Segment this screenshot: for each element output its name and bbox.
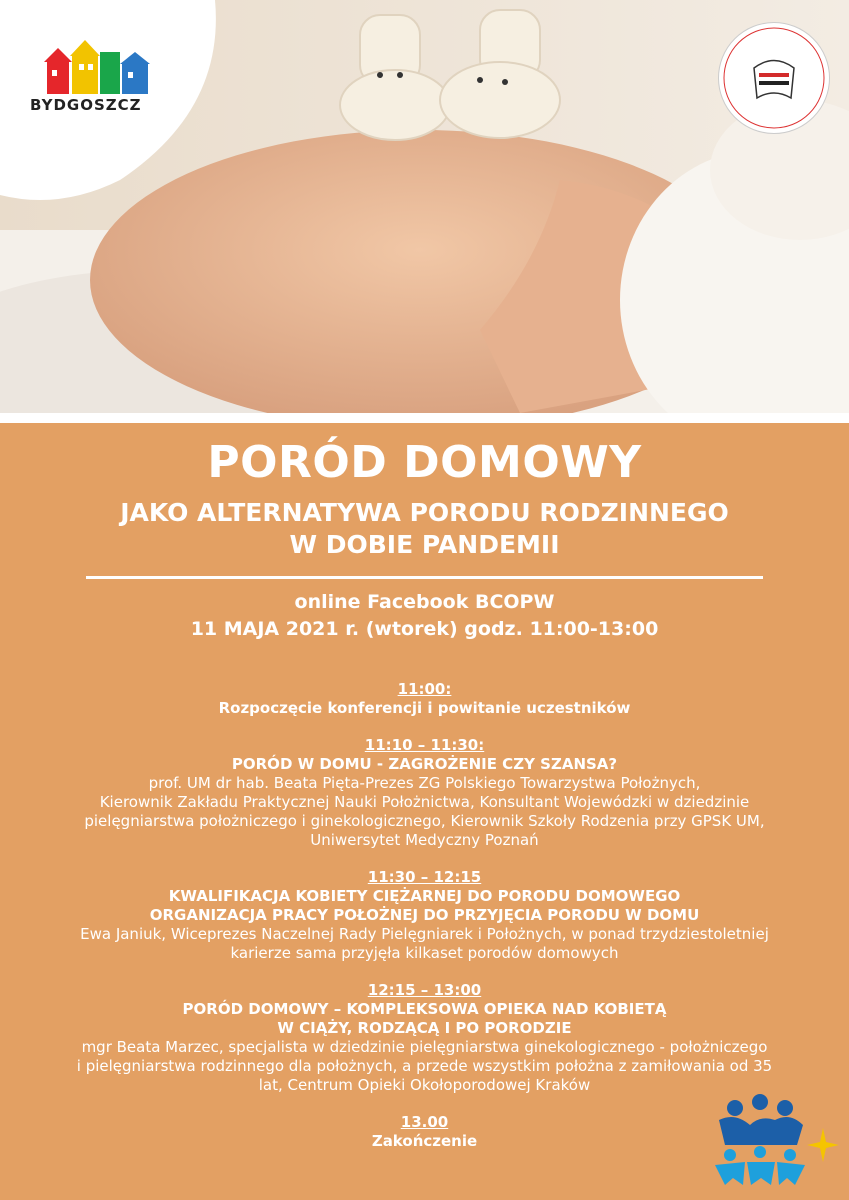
nurses-chamber-logo [718,22,830,134]
agenda-heading: PORÓD DOMOWY – KOMPLEKSOWA OPIEKA NAD KOBIETĄ [182,1000,667,1018]
agenda-heading-2: W CIĄŻY, RODZĄCĄ I PO PORODZIE [277,1019,572,1037]
agenda-time: 12:15 – 13:00 [367,981,482,999]
agenda-item [0,680,849,718]
agenda-time: 11:30 – 12:15 [367,868,482,886]
agenda-desc-line: mgr Beata Marzec, specjalista w dziedzinie pielęgniarstwa ginekologicznego - położniczego [81,1038,768,1056]
event-info [0,589,849,643]
event-date: 11 MAJA 2021 r. (wtorek) godz. 11:00-13:00 [190,618,659,640]
page-title: PORÓD DOMOWY [207,437,642,488]
agenda-time: 11:00: [397,680,452,698]
agenda-desc-line: Uniwersytet Medyczny Poznań [310,831,539,849]
page-subtitle [0,497,849,561]
agenda-desc-line: karierze sama przyjęła kilkaset porodów domowych [230,944,619,962]
agenda-heading: Rozpoczęcie konferencji i powitanie uczestników [218,699,631,717]
agenda-item [0,868,849,963]
agenda-time: 13.00 [400,1113,449,1131]
agenda-desc-line: prof. UM dr hab. Beata Pięta-Prezes ZG Polskiego Towarzystwa Położnych, [148,774,701,792]
main-content [0,423,849,1200]
agenda-desc-line: Kierownik Zakładu Praktycznej Nauki Położnictwa, Konsultant Wojewódzki w dziedzinie [99,793,750,811]
subtitle-line-1: JAKO ALTERNATYWA PORODU RODZINNEGO [120,498,729,527]
city-logo [0,0,230,209]
agenda-desc-line: pielęgniarstwa położniczego i ginekologicznego, Kierownik Szkoły Rodzenia przy GPSK UM, [84,812,765,830]
divider-line [86,576,763,579]
agenda-time: 11:10 – 11:30: [364,736,485,754]
separator-strip [0,413,849,423]
event-platform: online Facebook BCOPW [294,591,555,613]
agenda-heading: PORÓD W DOMU - ZAGROŻENIE CZY SZANSA? [231,755,618,773]
agenda-item [0,981,849,1095]
agenda-desc-line: Ewa Janiuk, Wiceprezes Naczelnej Rady Pielęgniarek i Położnych, w ponad trzydziestoletniej [80,925,769,943]
agenda-desc-line: i pielęgniarstwa rodzinnego dla położnych, a przede wszystkim położna z zamiłowania od 35 [76,1057,773,1075]
agenda-desc-line: lat, Centrum Opieki Okołoporodowej Kraków [258,1076,591,1094]
subtitle-line-2: W DOBIE PANDEMII [289,530,560,559]
city-name: BYDGOSZCZ [30,96,142,114]
agenda-item [0,736,849,850]
agenda-heading-2: ORGANIZACJA PRACY POŁOŻNEJ DO PRZYJĘCIA PORODU W DOMU [149,906,700,924]
agenda-heading: KWALIFIKACJA KOBIETY CIĘŻARNEJ DO PORODU DOMOWEGO [168,887,681,905]
agenda-heading: Zakończenie [371,1132,478,1150]
family-org-logo [705,1090,840,1194]
